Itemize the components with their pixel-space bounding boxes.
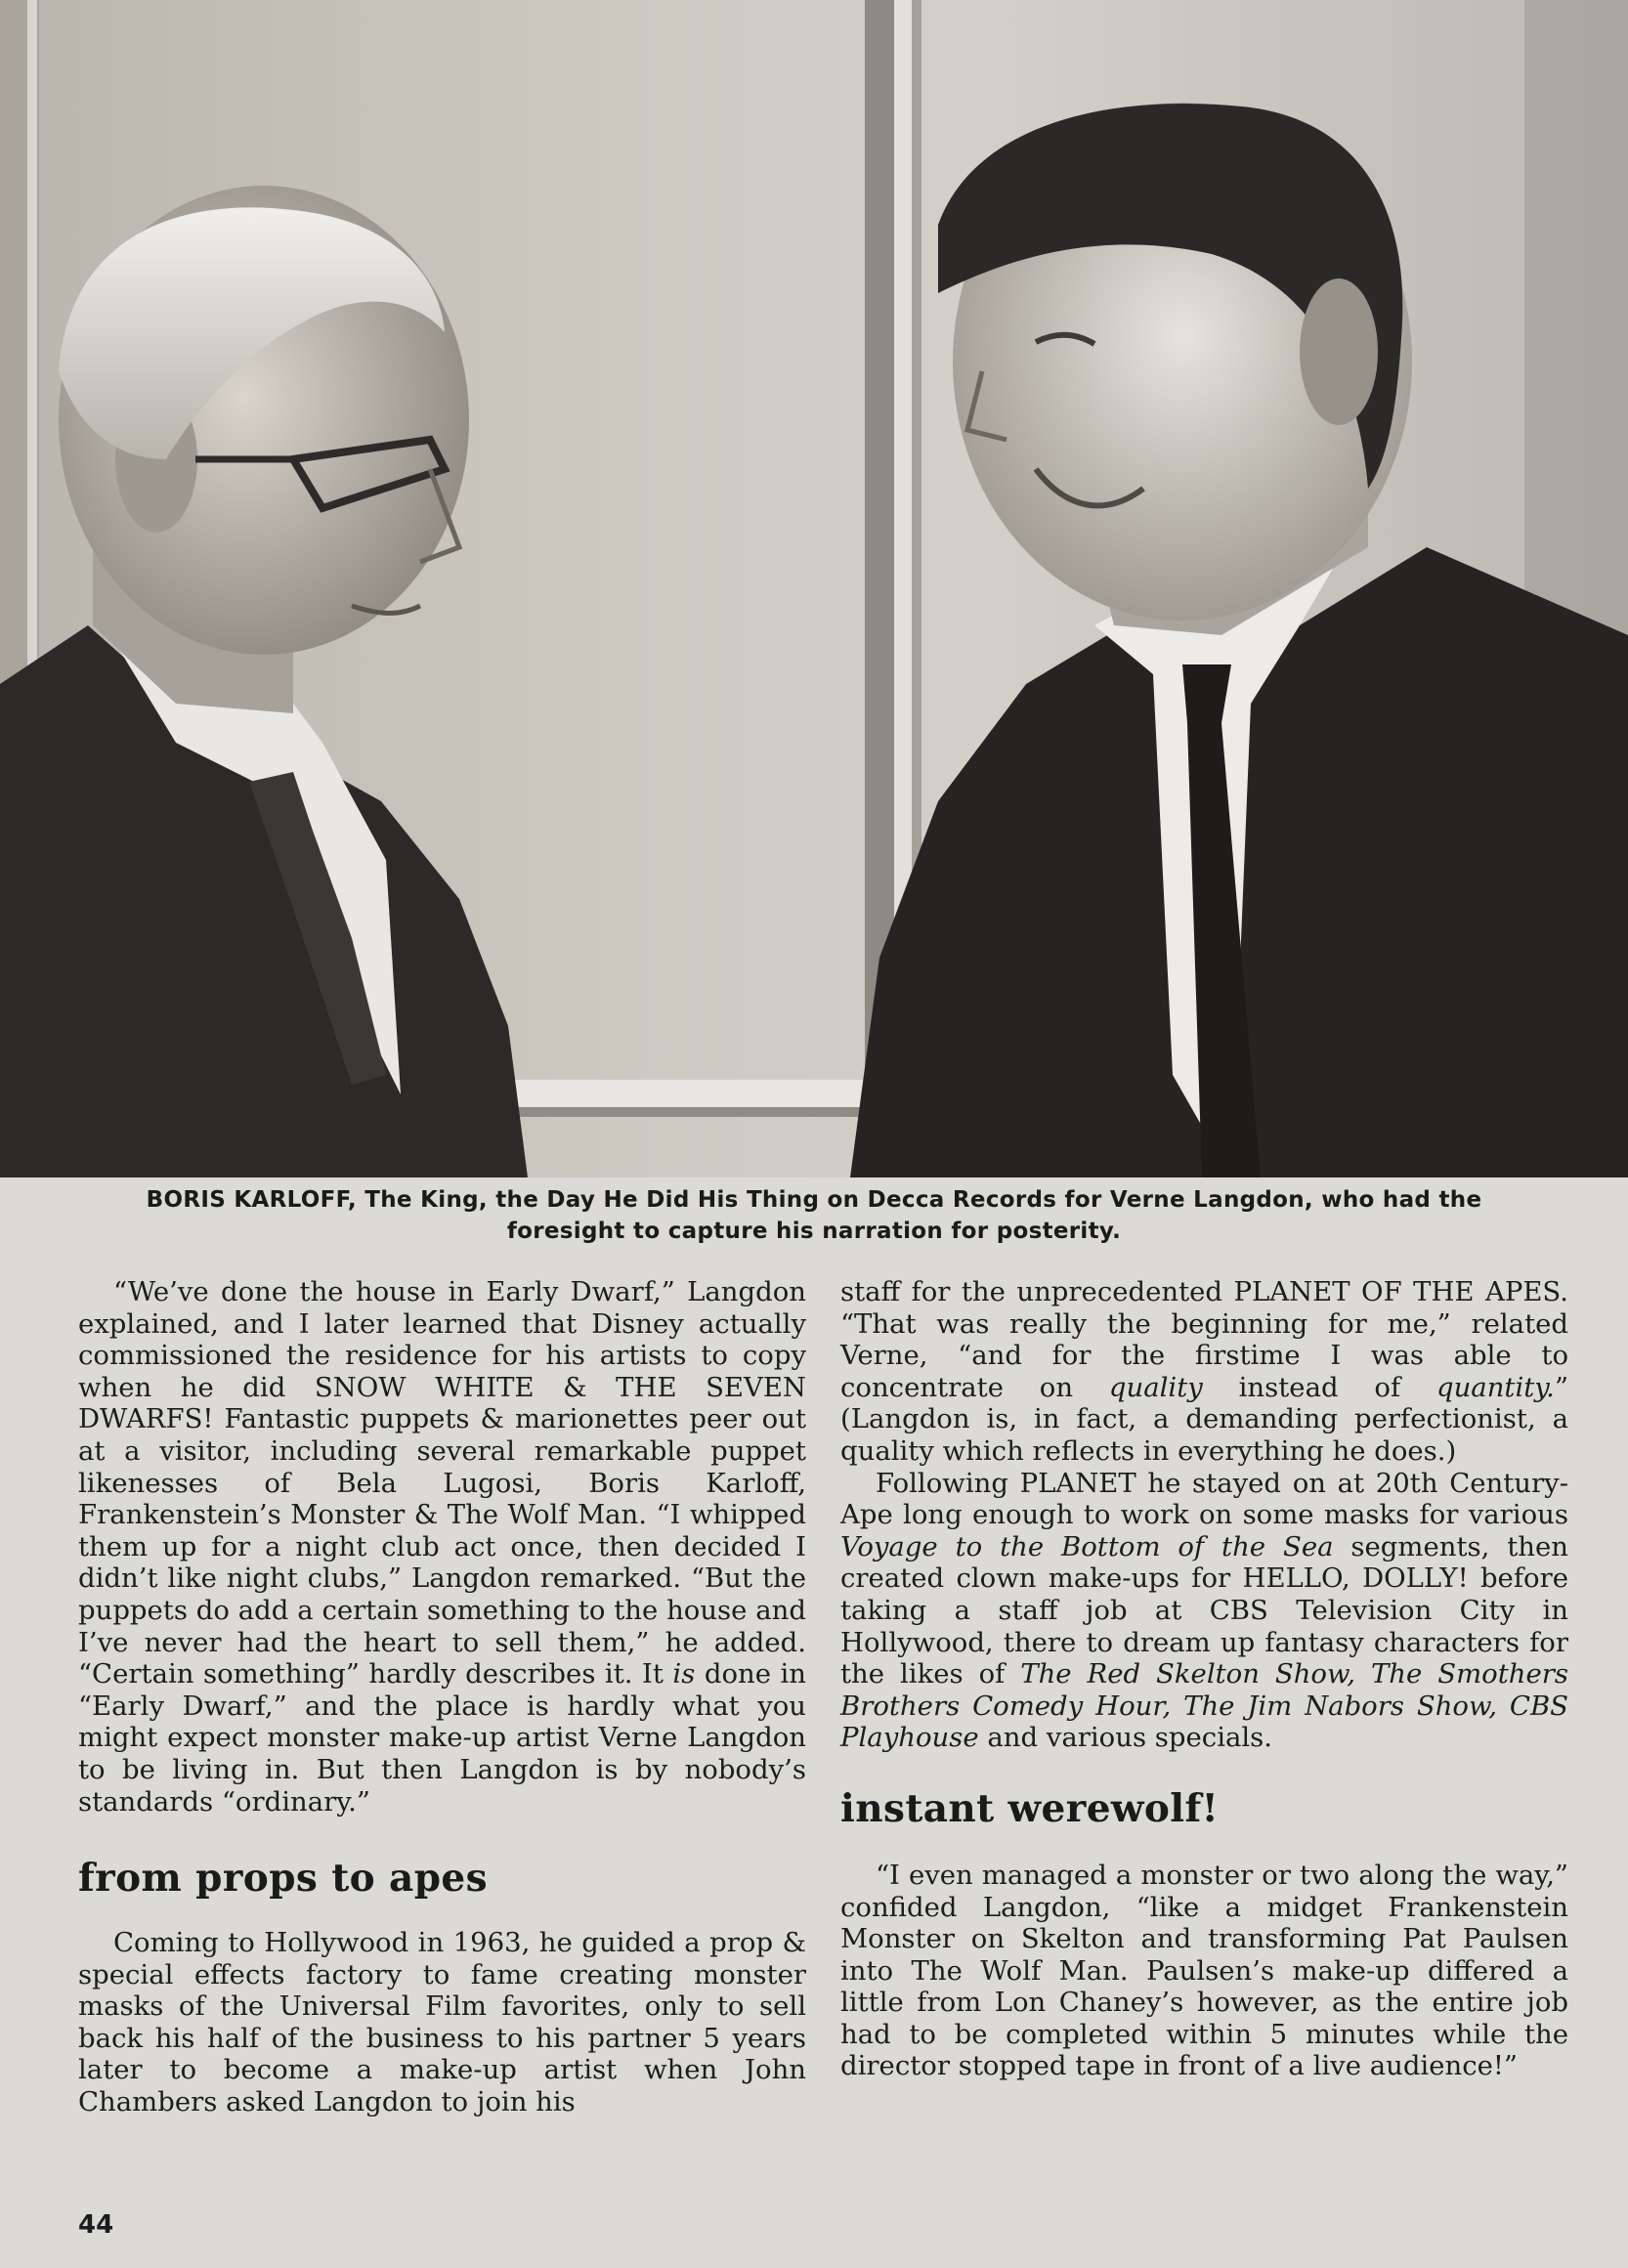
left-paragraph-1: “We’ve done the house in Early Dwarf,” Langdon explained, and I later learned that Disney actually commissioned the residence for his artists to copy when he did SNOW WHITE & THE SEVEN DWARFS! Fantastic puppets & marionettes peer out at a visitor, including several remarkable puppet likenesses of Bela Lugosi, Boris Karloff, Frankenstein’s Monster & The Wolf Man. “I whipped them up for a night club act once, then decided I didn’t like night clubs,” Langdon remarked. “But the puppets do add a certain something to the house and I’ve never had the heart to sell them,” he added. “Certain something” hardly describes it. It is done in “Early Dwarf,” and the place is hardly what you might expect monster make-up artist Verne Langdon to be living in. But then Langdon is by nobody’s standards “ordinary.” bbox=[78, 1276, 806, 1818]
section-heading-props: from props to apes bbox=[78, 1856, 488, 1902]
caption-line-2: foresight to capture his narration for posterity. bbox=[506, 1219, 1122, 1244]
right-paragraph-3: “I even managed a monster or two along the way,” confided Langdon, “like a midget Frankenstein Monster on Skelton and transforming Pat Paulsen into The Wolf Man. Paulsen’s make-up differed a little from Lon Chaney’s however, as the entire job had to be completed within 5 minutes while the director stopped tape in front of a live audience!” bbox=[840, 1859, 1568, 2082]
right-paragraph-1: staff for the unprecedented PLANET OF THE APES. “That was really the beginning for me,” related Verne, “and for the firstime I was able to concentrate on quality instead of quantity.” (Langdon is, in fact, a demanding perfectionist, a quality which reflects in everything he does.) bbox=[840, 1276, 1568, 1467]
left-paragraph-2: Coming to Hollywood in 1963, he guided a prop & special effects factory to fame creating monster masks of the Universal Film favorites, only to sell back his half of the business to his partner 5 years later to become a make-up artist when John Chambers asked Langdon to join his bbox=[78, 1927, 806, 2118]
caption-line-1: BORIS KARLOFF, The King, the Day He Did His Thing on Decca Records for Verne Langdon, who had the bbox=[146, 1187, 1482, 1213]
photo-caption bbox=[59, 1184, 1569, 1247]
page-number: 44 bbox=[78, 2210, 114, 2240]
right-column bbox=[840, 1276, 1568, 2082]
right-paragraph-2: Following PLANET he stayed on at 20th Century-Ape long enough to work on some masks for various Voyage to the Bottom of the Sea segments, then created clown make-ups for HELLO, DOLLY! before taking a staff job at CBS Television City in Hollywood, there to dream up fantasy characters for the likes of The Red Skelton Show, The Smothers Brothers Comedy Hour, The Jim Nabors Show, CBS Playhouse and various specials. bbox=[840, 1467, 1568, 1754]
section-heading-werewolf: instant werewolf! bbox=[840, 1785, 1220, 1831]
left-column bbox=[78, 1276, 806, 2118]
